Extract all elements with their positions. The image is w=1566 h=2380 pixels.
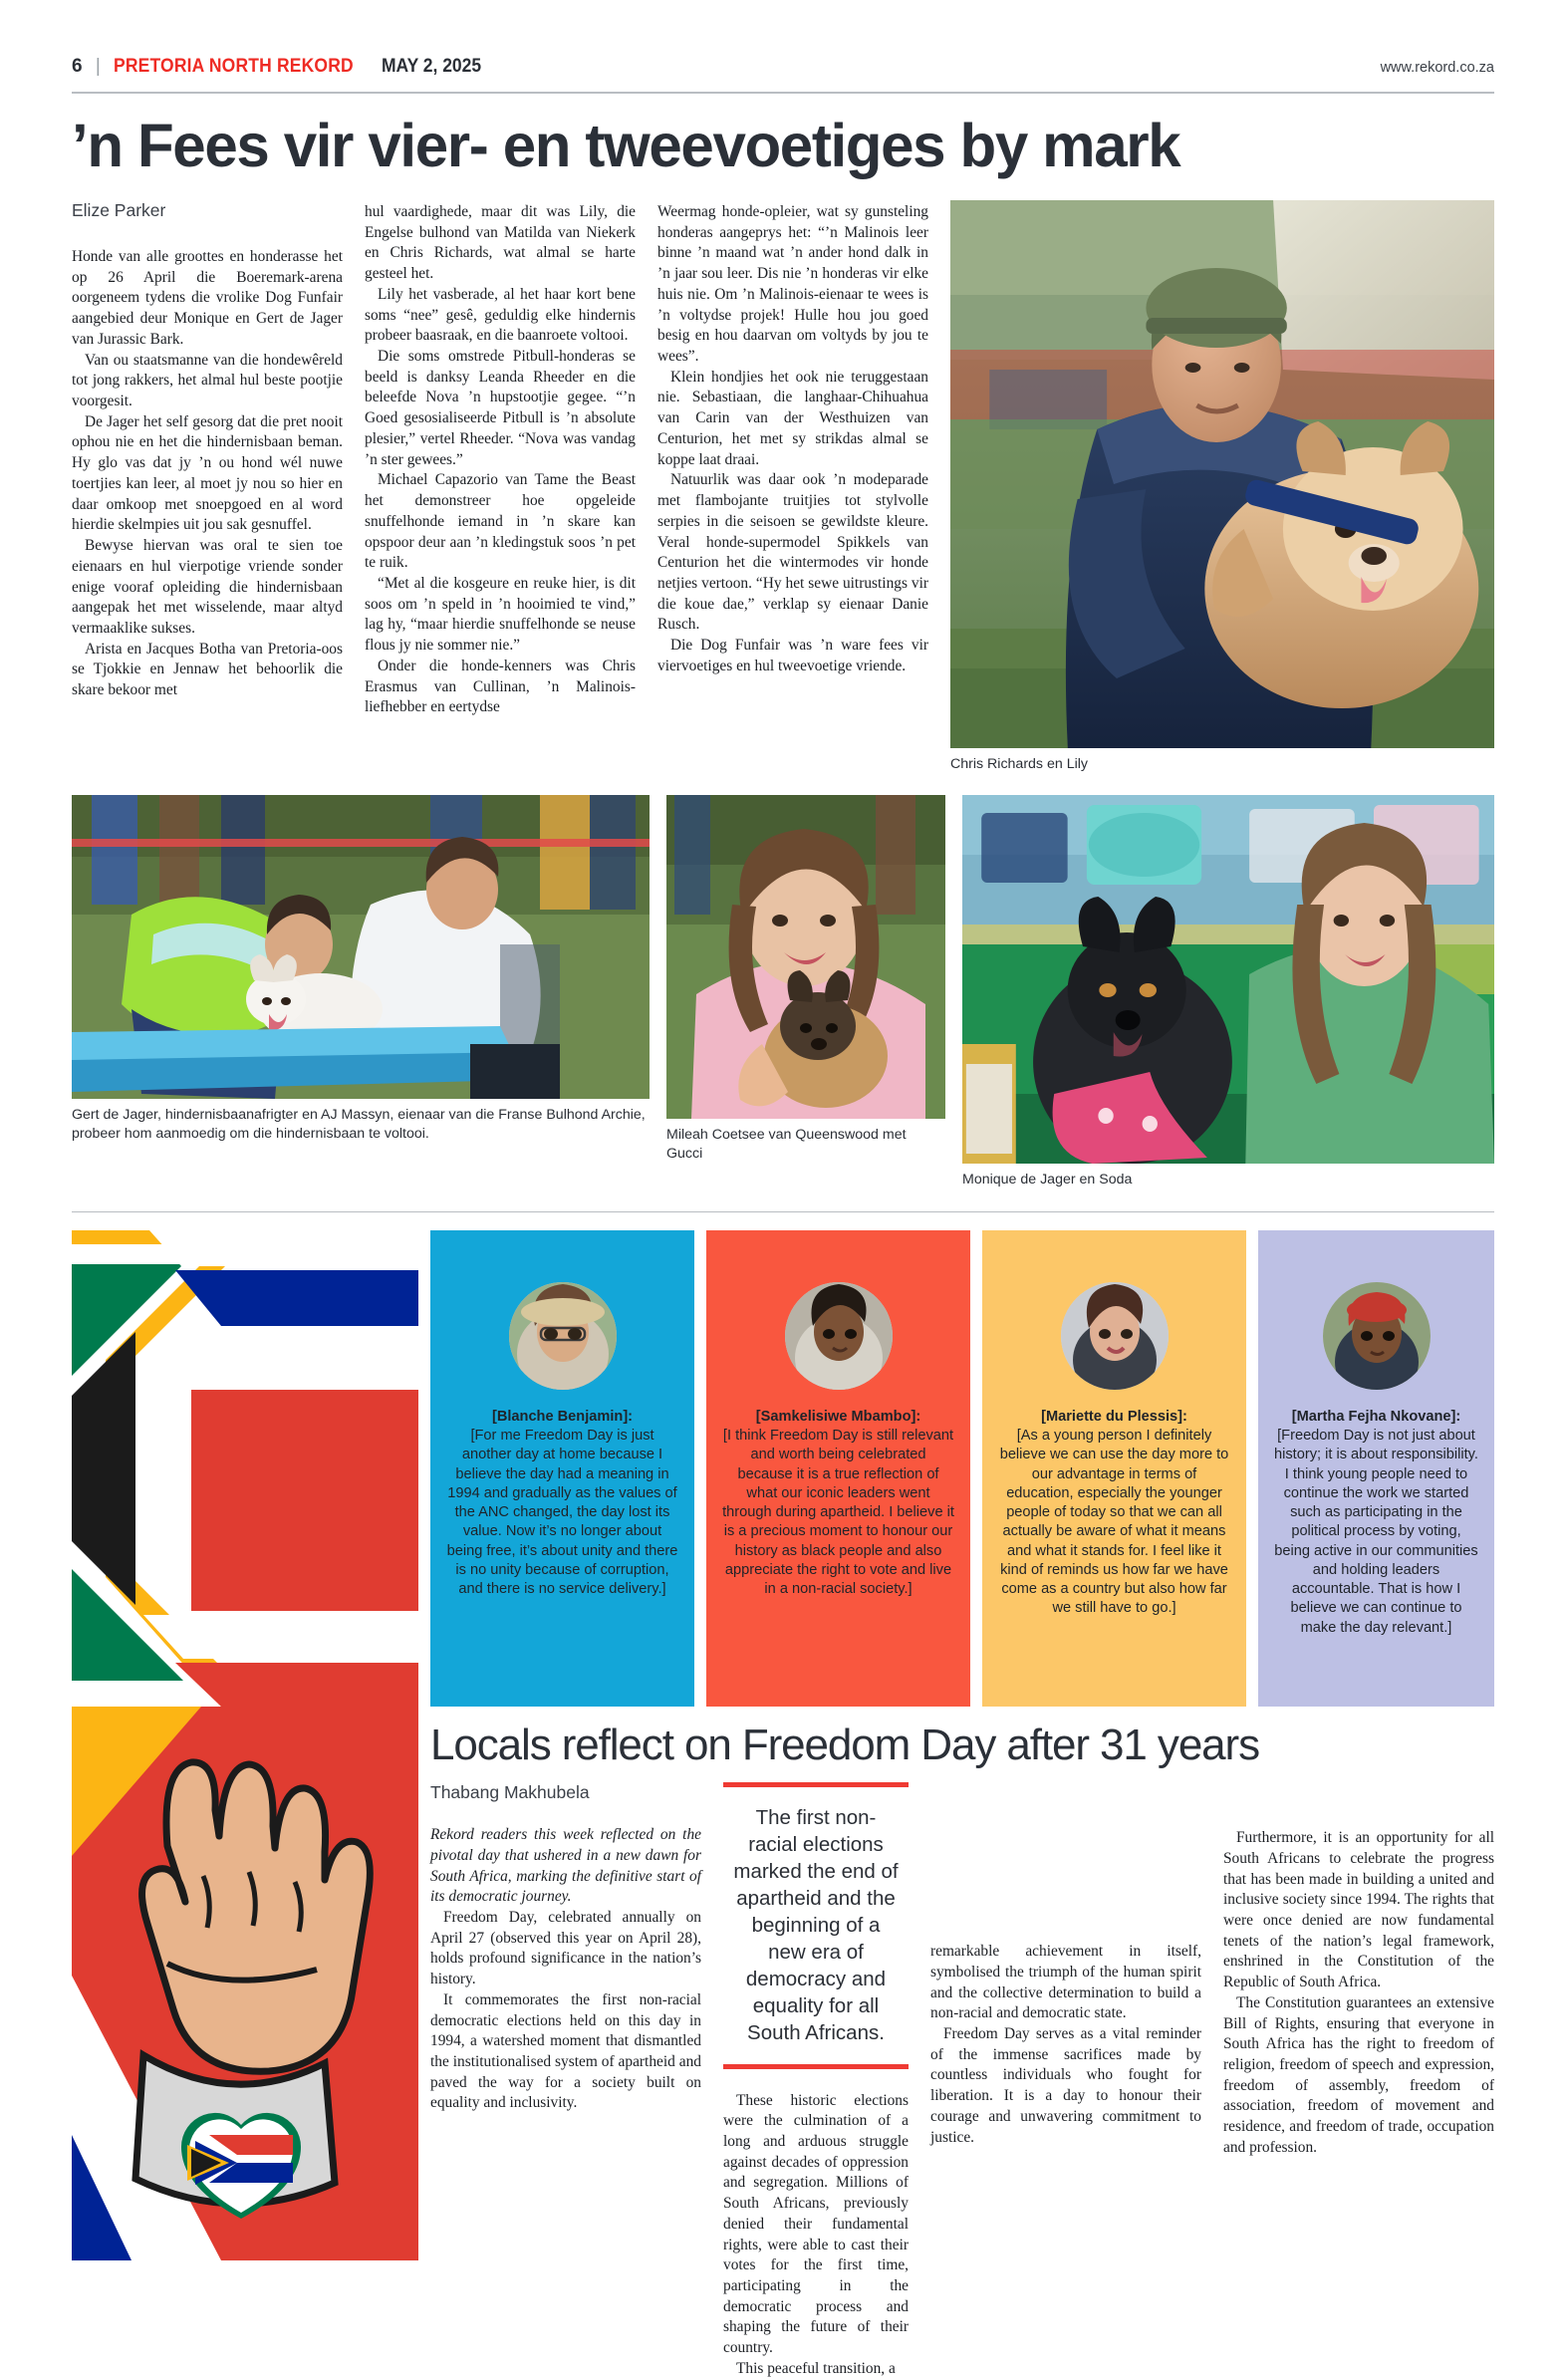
paragraph: This peaceful transition, a [736,2359,896,2377]
avatar [1323,1282,1431,1390]
paragraph: These historic elections were the culmination of a long and arduous struggle against decades of oppression and segregation. Millions of South Africans, previously denied their fundamental rights, were able to cast their votes for the first time, participating in the democratic process and shaping the future of their country. [723,2091,909,2357]
masthead-separator: | [95,56,101,77]
photo-mileah-gucci [666,795,945,1119]
masthead-rule [72,92,1494,94]
paragraph: Onder die honde-kenners was Chris Erasmus van Cullinan, ’n Malinois-liefhebber en eertydse [365,657,636,716]
article2-col2-text [723,2091,909,2380]
quote-body-3: [As a young person I definitely believe we can use the day more to our advantage in terms of education, especially the younger people of today so that we can all actually be aware of what it means and what it stands for. I feel like it kind of reminds us how far we have come as a country but also how far we still have to go.] [999,1428,1229,1617]
website-url[interactable]: www.rekord.co.za [1380,60,1494,76]
article2-headline: Locals reflect on Freedom Day after 31 years [430,1719,1260,1769]
quote-body-4: [Freedom Day is not just about history; it is about responsibility. I think young people need to continue the work we started such as participating in the political process by voting, being active in our communities and holding leaders accountable. That is how I believe we can continue to make the day relevant.] [1274,1428,1478,1636]
paragraph: Honde van alle groottes en honderasse het op 26 April die Boeremark-arena oorgeneem tydens die vrolike Dog Funfair aangebied deur Monique en Gert de Jager van Jurassic Bark. [72,248,343,348]
article2-column-2 [723,1782,909,2379]
article2-col1-text [430,1825,701,2114]
paragraph: Die Dog Funfair was ’n ware fees vir viervoetiges en hul tweevoetige vriende. [657,637,928,674]
publication-date: MAY 2, 2025 [381,56,481,77]
article1-photo-row [72,795,1494,1189]
article2-wrapper [430,1707,1494,2380]
photo-monique-soda [962,795,1494,1164]
quote-text-2 [722,1408,954,1600]
paragraph: hul vaardighede, maar dit was Lily, die Engelse bulhond van Matilda van Niekerk en Chris Richards, wat almal se harte gesteel het. [365,203,636,283]
article1-byline: Elize Parker [72,200,166,220]
paragraph: Weermag honde-opleier, wat sy gunsteling honderas aangeprys het: “’n Malinois leer binne ’n maand wat ’n ander hond dalk in ’n jaar sou leer. Dis nie ’n honderas vir elke huis nie. Om ’n Malinois-eienaar te wees is ’n voltydse projek! Hulle hou jou goed besig en hou daarvan om voltyds by jou te wees”. [657,203,928,366]
avatar [785,1282,893,1390]
caption-bottom-right: Monique de Jager en Soda [962,1172,1133,1189]
avatar [509,1282,617,1390]
article1-body [72,200,1494,773]
article1-column-1 [72,200,343,773]
paragraph: Bewyse hiervan was oral te sien toe eienaars en hul vierpotige vriende sonder enige vooraf opleiding die hindernisbaan aangepak het met wisselende, maar altyd vermaaklike sukses. [72,537,343,637]
paragraph: “Met al die kosgeure en reuke hier, is dit soos om ’n speld in ’n hooimied te vind,” lag hy, “maar hierdie snuffelhonde se neuse flous jy nie sommer nie.” [365,574,636,655]
article1-col1-text [72,247,343,701]
quote-card-2 [706,1230,970,1707]
masthead [72,0,1494,78]
article1-headline: ’n Fees vir vier- en tweevoetiges by mark [72,112,1180,179]
pull-quote: The first non-racial elections marked the end of apartheid and the beginning of a new era of democracy and equality for all South Africans. [723,1782,909,2068]
paragraph: Die soms omstrede Pitbull-honderas se beeld is danksy Leanda Rheeder en die beleefde Nova ’n hupstootjie gegee. “’n Goed gesosialiseerde Pitbull is ’n absolute plesier,” vertel Rheeder. “Nova was vandag ’n ster gewees.” [365,348,636,468]
quote-text-4 [1274,1408,1478,1638]
paragraph: Freedom Day serves as a vital reminder of the immense sacrifices made by countless individuals who fought for liberation. It is a day to honour their courage and unwavering commitment to justice. [930,2024,1201,2146]
quote-name-3: [Mariette du Plessis]: [1041,1408,1187,1425]
quote-text-3 [998,1408,1230,1619]
avatar [1061,1282,1169,1390]
paragraph: Michael Capazorio van Tame the Beast het demonstreer hoe opgeleide snuffelhonde iemand in ’n skare kan opspoor deur aan ’n kledingstuk soos ’n pet te ruik. [365,471,636,572]
photo-block-monique [962,795,1494,1189]
article1-hero-photo-block [950,200,1494,773]
article1-column-3 [657,200,928,773]
flag-artwork-lower [72,1707,418,2260]
paragraph: De Jager het self gesorg dat die pret nooit ophou nie en het die hindernisbaan beman. Hy glo vas dat jy ’n ou hond wél nuwe toertjies kan leer, al moet jy nou so hier en daar omkoop met snoepgoed en al word hierdie skelmpies uit jou sak gesnuffel. [72,412,343,534]
article2-column-4 [1223,1782,1494,2379]
paragraph: remarkable achievement in itself, symbolised the triumph of the human spirit and the collective determination to build a non-racial and democratic state. [930,1943,1201,2022]
sa-flag-fist-artwork [72,1230,418,1707]
quote-name-4: [Martha Fejha Nkovane]: [1291,1408,1461,1425]
paragraph: Van ou staatsmanne van die hondewêreld tot jong rakkers, het almal hul beste pootjie voorgesit. [72,351,343,410]
quote-name-2: [Samkelisiwe Mbambo]: [755,1408,921,1425]
publication-italic: Rekord readers this week reflected on the pivotal day that ushered in a new dawn for South Africa, marking the definitive start of its democratic journey. [430,1826,701,1906]
photo-chris-richards-lily [950,200,1494,748]
quote-card-1 [430,1230,694,1707]
paragraph: The Constitution guarantees an extensive Bill of Rights, ensuring that everyone in South Africa has the right to freedom of religion, freedom of speech and expression, freedom of assembly, freedom of association, freedom of movement and residence, and freedom of trade, occupation and profession. [1223,1993,1494,2156]
quote-card-3 [982,1230,1246,1707]
section-divider-rule [72,1211,1494,1212]
publication-name: PRETORIA NORTH REKORD [113,56,354,77]
caption-hero: Chris Richards en Lily [950,756,1088,772]
article2-column-3 [930,1782,1201,2379]
page-number: 6 [72,56,83,77]
article2-body [430,1782,1494,2379]
paragraph [430,1825,701,1908]
article1-column-2 [365,200,636,773]
caption-bottom-left: Gert de Jager, hindernisbaanafrigter en AJ Massyn, eienaar van die Franse Bulhond Archie, probeer hom aanmoedig om die hindernisbaan te voltooi. [72,1107,646,1142]
paragraph: Furthermore, it is an opportunity for all South Africans to celebrate the progress that has been made in building a united and inclusive society since 1994. The rights that were once denied are now fundamental tenets of the nation’s legal framework, enshrined in the Constitution of the Republic of South Africa. [1223,1829,1494,1991]
quote-card-4 [1258,1230,1494,1707]
photo-block-gert-de-jager [72,795,650,1189]
paragraph: It commemorates the first non-racial democratic elections held on this day in 1994, a watershed moment that dismantled the institutionalised system of apartheid and paved the way for a society built on equality and inclusivity. [430,1990,701,2112]
paragraph: Arista en Jacques Botha van Pretoria-oos se Tjokkie en Jennaw het behoorlik die skare bekoor met [72,640,343,699]
article2-column-1 [430,1782,701,2379]
quote-body-1: [For me Freedom Day is just another day at home because I believe the day had a meaning in 1994 and gradually as the values of the ANC changed, the day lost its value. Now it’s no longer about being free, it’s about unity and there is no unity because of corruption, and there is no service delivery.] [446,1428,678,1598]
paragraph: Freedom Day, celebrated annually on April 27 (observed this year on April 28), holds profound significance in the nation’s history. [430,1908,701,1988]
quote-body-2: [I think Freedom Day is still relevant and worth being celebrated because it is a true reflection of what our iconic leaders went through during apartheid. I believe it is a precious moment to honour our history as black people and also appreciate the right to vote and live in a non-racial society.] [722,1428,954,1598]
photo-obstacle-course [72,795,650,1099]
article2-byline: Thabang Makhubela [430,1782,590,1803]
paragraph: Klein hondjies het ook nie teruggestaan nie. Sebastiaan, die langhaar-Chihuahua van Carin van der Westhuizen van Centurion, het met sy strikdas almal se koppe laat draai. [657,368,928,468]
quote-text-1 [446,1408,678,1600]
photo-block-mileah [666,795,945,1189]
caption-bottom-mid: Mileah Coetsee van Queenswood met Gucci [666,1127,907,1162]
paragraph: Lily het vasberade, al het haar kort bene soms “nee” gesê, geduldig elke hindernis probeer baasraak, en die baanroete voltooi. [365,285,636,345]
freedom-day-quote-band [72,1230,1494,1707]
paragraph: Natuurlik was daar ook ’n modeparade met flambojante truitjies tot stylvolle serpies in die seisoen se gewildste kleure. Veral honde-supermodel Spikkels van Centurion het die wintermodes vir honde netjies vertoon. “Hy het sewe uitrustings vir die koue dae,” verklap sy eienaar Danie Rusch. [657,471,928,634]
quote-name-1: [Blanche Benjamin]: [491,1408,634,1425]
